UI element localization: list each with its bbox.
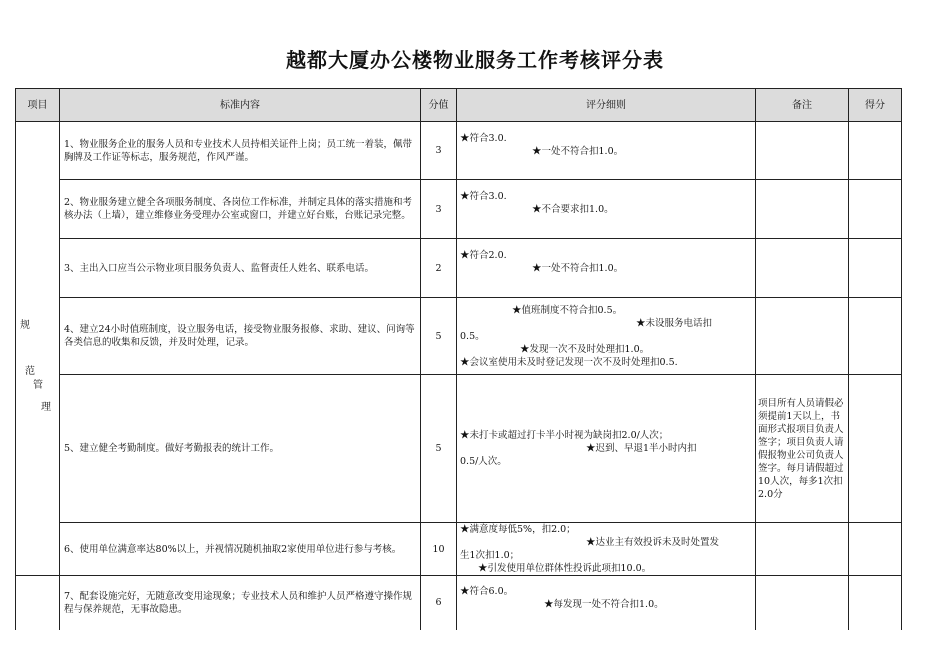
header-item: 项目 bbox=[16, 89, 60, 122]
detail-line: ★迟到、早退1半小时内扣 bbox=[586, 443, 697, 454]
header-score: 分值 bbox=[421, 89, 457, 122]
remark-cell bbox=[756, 298, 849, 375]
detail-line: ★引发使用单位群体性投诉此项扣10.0。 bbox=[478, 563, 652, 574]
points-cell[interactable] bbox=[849, 298, 902, 375]
standard-cell: 1、物业服务企业的服务人员和专业技术人员持相关证件上岗；员工统一着装，佩带胸牌及工作证等标志，服务规范，作风严谨。 bbox=[60, 122, 421, 180]
table-row bbox=[16, 180, 902, 239]
header-points: 得分 bbox=[849, 89, 902, 122]
standard-cell: 2、物业服务建立健全各项服务制度、各岗位工作标准，并制定具体的落实措施和考核办法（上墙），建立维修业务受理办公室或窗口，并建立好台账，台账记录完整。 bbox=[60, 180, 421, 239]
score-cell: 5 bbox=[421, 298, 457, 375]
detail-line: ★未打卡或超过打卡半小时视为缺岗扣2.0/人次； bbox=[460, 430, 669, 441]
detail-cell bbox=[457, 239, 756, 298]
detail-line: ★达业主有效投诉未及时处置发 bbox=[586, 537, 720, 548]
remark-cell bbox=[756, 122, 849, 180]
detail-line: ★符合3.0. bbox=[460, 132, 507, 144]
category-char: 规 bbox=[20, 319, 30, 331]
detail-cell bbox=[457, 122, 756, 180]
table-row bbox=[16, 298, 902, 375]
points-cell[interactable] bbox=[849, 523, 902, 576]
detail-cell bbox=[457, 180, 756, 239]
table-row bbox=[16, 576, 902, 630]
detail-line: ★符合2.0. bbox=[460, 250, 507, 261]
table-row bbox=[16, 239, 902, 298]
standard-cell: 4、建立24小时值班制度，设立服务电话，接受物业服务报修、求助、建议、问询等各类信息的收集和反馈，并及时处理，记录。 bbox=[60, 298, 421, 375]
remark-cell bbox=[756, 239, 849, 298]
remark-cell bbox=[756, 576, 849, 630]
standard-cell: 6、使用单位满意率达80%以上，并视情况随机抽取2家使用单位进行参与考核。 bbox=[60, 523, 421, 576]
detail-cell bbox=[457, 576, 756, 630]
detail-cell bbox=[457, 375, 756, 523]
detail-line: ★会议室使用未及时登记发现一次不及时处理扣0.5. bbox=[460, 356, 678, 368]
detail-line: ★每发现一处不符合扣1.0。 bbox=[544, 598, 664, 610]
points-cell[interactable] bbox=[849, 180, 902, 239]
detail-line: ★未设服务电话扣 bbox=[636, 317, 713, 329]
remark-cell bbox=[756, 523, 849, 576]
detail-line: ★一处不符合扣1.0。 bbox=[532, 263, 624, 274]
score-cell: 10 bbox=[421, 523, 457, 576]
header-detail: 评分细则 bbox=[457, 89, 756, 122]
standard-cell: 5、建立健全考勤制度。做好考勤报表的统计工作。 bbox=[60, 375, 421, 523]
detail-line: 生1次扣1.0； bbox=[460, 550, 520, 561]
points-cell[interactable] bbox=[849, 239, 902, 298]
category-cell bbox=[16, 576, 60, 630]
points-cell[interactable] bbox=[849, 576, 902, 630]
points-cell[interactable] bbox=[849, 122, 902, 180]
detail-line: 0.5/人次。 bbox=[460, 456, 507, 467]
scoring-table bbox=[15, 88, 902, 630]
score-cell: 2 bbox=[421, 239, 457, 298]
table-row bbox=[16, 375, 902, 523]
detail-line: ★一处不符合扣1.0。 bbox=[532, 145, 624, 157]
category-char: 管 bbox=[33, 379, 43, 391]
score-cell: 6 bbox=[421, 576, 457, 630]
table-row bbox=[16, 523, 902, 576]
header-row bbox=[16, 89, 902, 122]
detail-cell bbox=[457, 523, 756, 576]
score-cell: 5 bbox=[421, 375, 457, 523]
standard-cell: 7、配套设施完好，无随意改变用途现象；专业技术人员和维护人员严格遵守操作规程与保养规范，无事故隐患。 bbox=[60, 576, 421, 630]
header-standard: 标准内容 bbox=[60, 89, 421, 122]
detail-cell bbox=[457, 298, 756, 375]
detail-line: 0.5。 bbox=[460, 330, 485, 342]
detail-line: ★符合3.0. bbox=[460, 191, 507, 202]
detail-line: ★值班制度不符合扣0.5。 bbox=[512, 304, 623, 316]
category-char: 范 bbox=[25, 365, 35, 377]
header-remark: 备注 bbox=[756, 89, 849, 122]
standard-cell: 3、主出入口应当公示物业项目服务负责人、监督责任人姓名、联系电话。 bbox=[60, 239, 421, 298]
remark-cell: 项目所有人员请假必须提前1天以上，书面形式报项目负责人签字；项目负责人请假报物业公司负责人签字。每月请假超过10人次，每多1次扣2.0分 bbox=[756, 375, 849, 523]
page-title: 越都大厦办公楼物业服务工作考核评分表 bbox=[286, 48, 664, 72]
table-row bbox=[16, 122, 902, 180]
remark-cell bbox=[756, 180, 849, 239]
detail-line: ★满意度每低5%，扣2.0； bbox=[460, 524, 576, 535]
points-cell[interactable] bbox=[849, 375, 902, 523]
detail-line: ★发现一次不及时处理扣1.0。 bbox=[520, 343, 650, 355]
score-cell: 3 bbox=[421, 122, 457, 180]
detail-line: ★符合6.0。 bbox=[460, 585, 514, 597]
category-cell bbox=[16, 122, 60, 576]
category-char: 理 bbox=[41, 401, 51, 413]
score-cell: 3 bbox=[421, 180, 457, 239]
detail-line: ★不合要求扣1.0。 bbox=[532, 204, 614, 215]
